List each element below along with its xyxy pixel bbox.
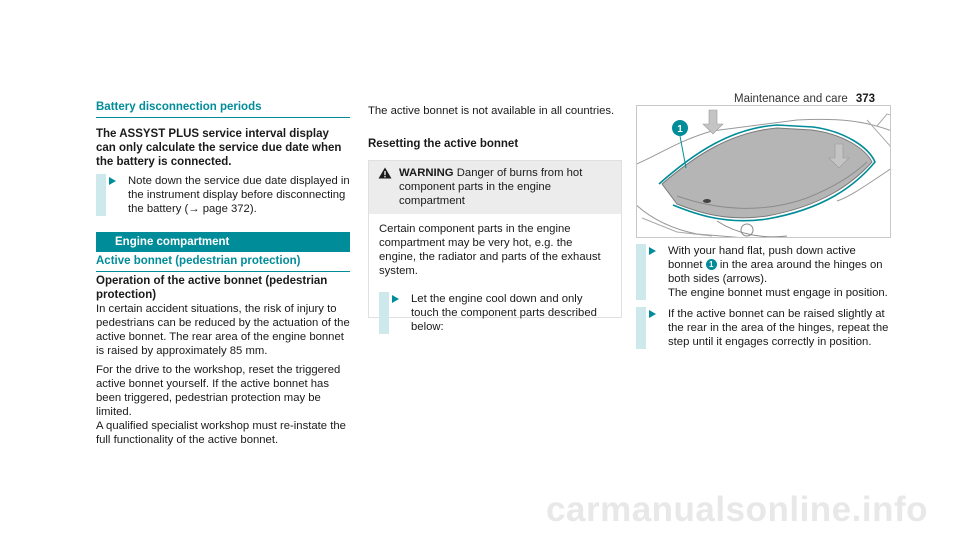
warning-head-text: Danger of burns from hot component parts in the engine compartment: [399, 167, 583, 207]
step-marker-bar: [96, 174, 106, 216]
step-marker-bar: [636, 307, 646, 349]
note-step-text: Note down the service due date displayed in the instrument display before disconnecting the battery (→ page 372).: [128, 175, 350, 215]
assyst-bold-text: The ASSYST PLUS service interval display can only calculate the service due date when the battery is connected.: [96, 128, 342, 168]
step1: [636, 244, 891, 300]
qualified-text: A qualified specialist workshop must re-instate the full functionality of the active bonnet.: [96, 420, 346, 446]
drive-text: For the drive to the workshop, reset the triggered active bonnet yourself. If the active bonnet has been triggered, pedestrian protection may be limited.: [96, 364, 341, 418]
warning-header: [369, 161, 621, 214]
step2: [636, 307, 891, 349]
step1-pre-text: With your hand flat, push down active bonnet: [668, 245, 856, 271]
warning-label: WARNING: [399, 167, 454, 179]
illustration-callout-number: 1: [677, 124, 683, 135]
page-number: 373: [855, 93, 875, 105]
resetting-heading: Resetting the active bonnet: [368, 138, 519, 150]
warning-box: [368, 160, 622, 333]
step1-result-text: The engine bonnet must engage in position.: [668, 287, 888, 299]
header-section-title: Maintenance and care: [734, 93, 848, 105]
active-bonnet-heading: Active bonnet (pedestrian protection): [96, 255, 350, 272]
battery-heading: Battery disconnection periods: [96, 101, 350, 118]
engine-compartment-bar: Engine compartment: [96, 232, 350, 252]
car-bonnet-drawing: [637, 106, 891, 238]
warning-body-text: Certain component parts in the engine compartment may be very hot, e.g. the engine, the radiator and parts of the exhaust system.: [379, 223, 601, 277]
note-step: [96, 174, 350, 216]
arrow-bullet-icon: [392, 295, 399, 303]
callout-badge: 1: [706, 259, 717, 270]
step1-text: [656, 244, 891, 300]
arrow-bullet-icon: [649, 247, 656, 255]
operation-text: In certain accident situations, the risk of injury to pedestrians can be reduced by the actuation of the active bonnet. The rear area of the engine bonnet is raised by approximately 85 mm.: [96, 303, 350, 357]
operation-bold-text: Operation of the active bonnet (pedestrian protection): [96, 275, 328, 301]
step-marker-bar: [636, 244, 646, 300]
step2-text: If the active bonnet can be raised slightly at the rear in the area of the hinges, repeat the step until it engages correctly in position.: [668, 308, 889, 348]
warning-step: [379, 292, 611, 334]
step1-post-text: in the area around the hinges on both sides (arrows).: [668, 259, 883, 285]
bonnet-illustration: [636, 105, 891, 238]
watermark: carmanualsonline.info: [546, 490, 928, 529]
warning-step-text: Let the engine cool down and only touch the component parts described below:: [411, 293, 597, 333]
arrow-bullet-icon: [109, 177, 116, 185]
arrow-bullet-icon: [649, 310, 656, 318]
not-available-text: The active bonnet is not available in all countries.: [368, 105, 615, 117]
step-marker-bar: [379, 292, 389, 334]
warning-triangle-icon: [378, 167, 392, 179]
page-header: [734, 93, 875, 105]
